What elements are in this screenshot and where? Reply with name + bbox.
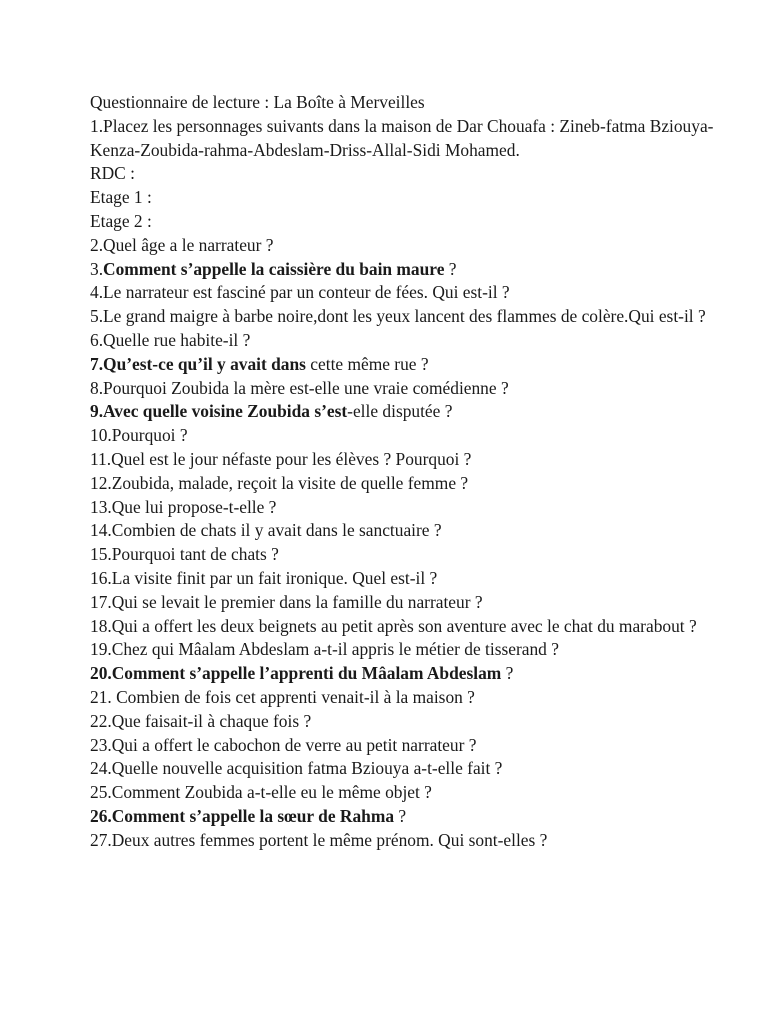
question-26-bold: 26.Comment s’appelle la sœur de Rahma	[90, 805, 395, 826]
question-20	[90, 662, 750, 686]
question-22: 22.Que faisait-il à chaque fois ?	[90, 710, 312, 731]
question-26-rest: ?	[394, 805, 407, 826]
question-15: 15.Pourquoi tant de chats ?	[90, 544, 279, 565]
question-3-bold: Comment s’appelle la caissière du bain maure	[103, 258, 445, 279]
question-27: 27.Deux autres femmes portent le même prénom. Qui sont-elles ?	[90, 829, 548, 850]
floor-etage-2: Etage 2 :	[90, 210, 152, 231]
question-11: 11.Quel est le jour néfaste pour les élèves ? Pourquoi ?	[90, 448, 472, 469]
question-1-text: Placez les personnages suivants dans la maison de Dar Chouafa : Zineb-fatma Bziouya-Kenza-Zoubida-rahma-Abdeslam-Driss-Allal-Sidi Mohamed.	[90, 115, 714, 160]
question-5: 5.Le grand maigre à barbe noire,dont les yeux lancent des flammes de colère.Qui est-il ?	[90, 306, 706, 327]
question-4: 4.Le narrateur est fasciné par un conteur de fées. Qui est-il ?	[90, 282, 510, 303]
question-13: 13.Que lui propose-t-elle ?	[90, 496, 277, 517]
question-7	[90, 353, 750, 377]
question-7-rest: cette même rue ?	[305, 353, 429, 374]
question-24: 24.Quelle nouvelle acquisition fatma Bziouya a-t-elle fait ?	[90, 758, 503, 779]
question-25: 25.Comment Zoubida a-t-elle eu le même objet ?	[90, 782, 432, 803]
question-26	[90, 805, 750, 829]
question-7-bold: 7.Qu’est-ce qu’il y avait dans	[90, 353, 306, 374]
question-3-number: 3.	[90, 258, 104, 279]
question-16: 16.La visite finit par un fait ironique. Quel est-il ?	[90, 567, 438, 588]
question-9-rest: -elle disputée ?	[347, 401, 453, 422]
floor-etage-1: Etage 1 :	[90, 187, 152, 208]
floor-rdc: RDC :	[90, 163, 135, 184]
question-9-bold: 9.Avec quelle voisine Zoubida s’est	[90, 401, 348, 422]
question-8: 8.Pourquoi Zoubida la mère est-elle une vraie comédienne ?	[90, 377, 509, 398]
question-18: 18.Qui a offert les deux beignets au petit après son aventure avec le chat du marabout ?	[90, 615, 697, 636]
question-10: 10.Pourquoi ?	[90, 425, 188, 446]
question-21: 21. Combien de fois cet apprenti venait-il à la maison ?	[90, 686, 475, 707]
question-3	[90, 258, 750, 282]
question-6: 6.Quelle rue habite-il ?	[90, 329, 251, 350]
question-1-number: 1.	[90, 115, 104, 136]
question-1	[90, 115, 750, 163]
question-2: 2.Quel âge a le narrateur ?	[90, 234, 274, 255]
document-title: Questionnaire de lecture : La Boîte à Merveilles	[90, 92, 425, 112]
questionnaire-document	[90, 91, 750, 853]
question-3-rest: ?	[444, 258, 457, 279]
question-19: 19.Chez qui Mâalam Abdeslam a-t-il appris le métier de tisserand ?	[90, 639, 559, 660]
question-20-rest: ?	[501, 663, 514, 684]
question-23: 23.Qui a offert le cabochon de verre au petit narrateur ?	[90, 734, 477, 755]
question-12: 12.Zoubida, malade, reçoit la visite de quelle femme ?	[90, 472, 469, 493]
question-20-bold: 20.Comment s’appelle l’apprenti du Mâalam Abdeslam	[90, 663, 502, 684]
question-17: 17.Qui se levait le premier dans la famille du narrateur ?	[90, 591, 483, 612]
question-9	[90, 400, 750, 424]
question-14: 14.Combien de chats il y avait dans le sanctuaire ?	[90, 520, 442, 541]
